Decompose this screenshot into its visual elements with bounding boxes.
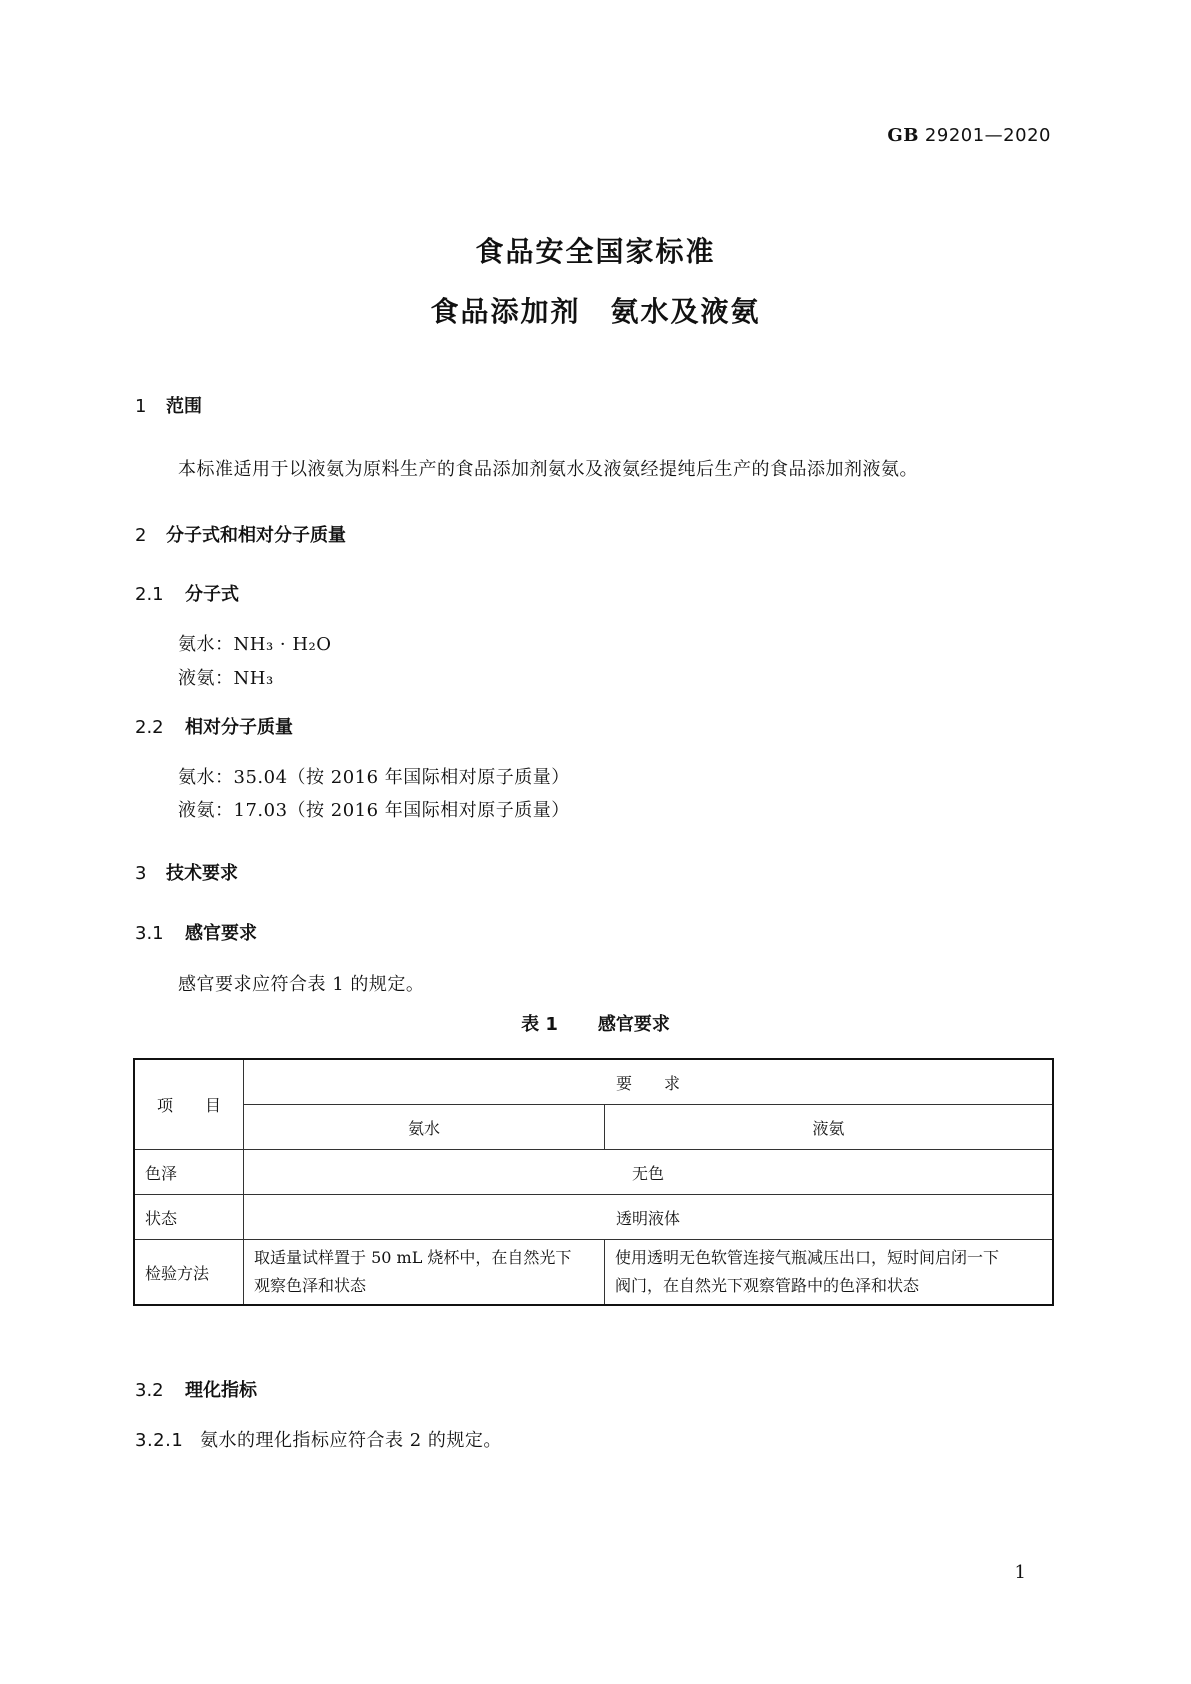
- document-title: 食品安全国家标准: [475, 235, 716, 268]
- table-caption: [0, 1010, 1191, 1036]
- formula-value: NH₃: [233, 668, 274, 689]
- table-title: 感官要求: [597, 1014, 670, 1035]
- section-title: 范围: [166, 396, 202, 417]
- formula-liquid-ammonia: [178, 664, 274, 690]
- section-title: 理化指标: [185, 1380, 257, 1401]
- row-value-state: 透明液体: [244, 1195, 1054, 1240]
- section-number: 3.2: [135, 1380, 164, 1401]
- method-liquid-ammonia: [605, 1240, 1054, 1306]
- method-ammonia-water: [244, 1240, 605, 1306]
- header-requirement-cell: 要 求: [244, 1059, 1054, 1105]
- formula-label: 液氨：: [178, 668, 234, 689]
- sensory-requirements-table: [133, 1058, 1054, 1306]
- section-title: 分子式: [185, 584, 239, 605]
- section-3-1-text: 感官要求应符合表 1 的规定。: [178, 974, 425, 995]
- formula-label: 氨水：: [178, 634, 234, 655]
- row-item-state: 状态: [134, 1195, 244, 1240]
- method-line: 取适量试样置于 50 mL 烧杯中，在自然光下: [254, 1248, 572, 1267]
- header-ammonia-water: 氨水: [244, 1105, 605, 1150]
- section-2-heading: [135, 521, 346, 547]
- section-3-2-heading: [135, 1376, 257, 1402]
- row-item-method: 检验方法: [134, 1240, 244, 1306]
- table-number: 表 1: [521, 1014, 558, 1035]
- section-number: 3.1: [135, 923, 164, 944]
- table-row: [134, 1240, 1053, 1306]
- section-title: 技术要求: [166, 863, 238, 884]
- formula-value: NH₃ · H₂O: [233, 634, 332, 655]
- method-line: 观察色泽和状态: [254, 1276, 367, 1295]
- section-2-2-heading: [135, 713, 293, 739]
- formula-ammonia-water: [178, 630, 332, 656]
- section-number: 3.2.1: [135, 1430, 184, 1451]
- section-1-text: 本标准适用于以液氨为原料生产的食品添加剂氨水及液氨经提纯后生产的食品添加剂液氨。: [178, 459, 918, 480]
- row-item-color: 色泽: [134, 1150, 244, 1195]
- section-1-heading: [135, 392, 202, 418]
- section-3-1-heading: [135, 919, 257, 945]
- header-item-cell: 项 目: [134, 1059, 244, 1150]
- section-number: 1: [135, 396, 147, 417]
- table-header-row: [134, 1059, 1053, 1105]
- section-title: 感官要求: [185, 923, 257, 944]
- standard-code: [887, 125, 1051, 146]
- standard-number: 29201—2020: [924, 125, 1051, 146]
- table-row: [134, 1150, 1053, 1195]
- molar-mass-ammonia-water: 氨水：35.04（按 2016 年国际相对原子质量）: [178, 767, 570, 788]
- molar-mass-liquid-ammonia: 液氨：17.03（按 2016 年国际相对原子质量）: [178, 800, 570, 821]
- method-line: 使用透明无色软管连接气瓶减压出口，短时间启闭一下: [615, 1248, 1000, 1267]
- section-3-heading: [135, 859, 238, 885]
- section-3-2-1: [135, 1426, 502, 1452]
- section-2-1-heading: [135, 580, 239, 606]
- row-value-color: 无色: [244, 1150, 1054, 1195]
- section-number: 2: [135, 525, 147, 546]
- section-number: 3: [135, 863, 147, 884]
- header-liquid-ammonia: 液氨: [605, 1105, 1054, 1150]
- table-subheader-row: [134, 1105, 1053, 1150]
- method-line: 阀门，在自然光下观察管路中的色泽和状态: [615, 1276, 920, 1295]
- page-number: 1: [1014, 1562, 1026, 1583]
- section-title: 分子式和相对分子质量: [166, 525, 346, 546]
- table-row: [134, 1195, 1053, 1240]
- document-subtitle: 食品添加剂 氨水及液氨: [430, 295, 761, 328]
- standard-prefix: GB: [887, 125, 919, 146]
- section-title: 相对分子质量: [185, 717, 293, 738]
- section-number: 2.1: [135, 584, 164, 605]
- section-text: 氨水的理化指标应符合表 2 的规定。: [200, 1430, 502, 1451]
- section-number: 2.2: [135, 717, 164, 738]
